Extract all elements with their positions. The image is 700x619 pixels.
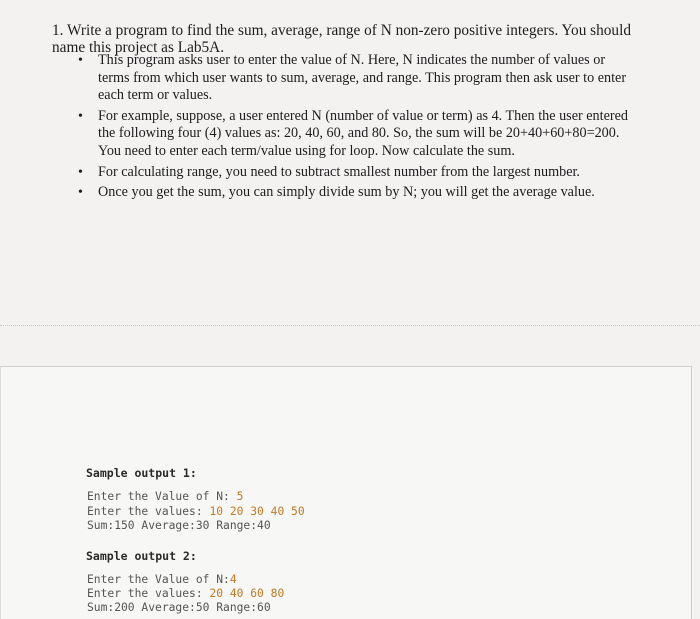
requirement-text: Once you get the sum, you can simply divide sum by N; you will get the average value. <box>98 184 595 201</box>
sample-output-1-line-1 <box>87 490 243 503</box>
input-value: 20 40 60 80 <box>209 587 285 600</box>
bullet-icon: • <box>78 164 83 180</box>
prompt-text: Enter the values: <box>87 505 210 518</box>
list-item <box>78 108 638 161</box>
list-item <box>78 52 638 105</box>
input-value: 5 <box>236 490 244 503</box>
prompt-text: Enter the Value of N: <box>87 490 237 503</box>
sample-output-2-line-1 <box>87 573 237 586</box>
sample-output-2-heading: Sample output 2: <box>86 549 197 563</box>
sample-output-2-line-2 <box>87 587 284 600</box>
requirement-text: For calculating range, you need to subtract smallest number from the largest number. <box>98 163 580 180</box>
sample-output-2-result: Sum:200 Average:50 Range:60 <box>87 601 271 614</box>
bullet-icon: • <box>78 53 83 68</box>
prompt-text: Enter the values: <box>87 587 210 600</box>
sample-output-1-line-2 <box>87 505 305 518</box>
requirement-text: For example, suppose, a user entered N (number of value or term) as 4. Then the user entered the following four (4) values as: 20, 40, 60, and 80. So, the sum will be 20+40+60+80=200. You need to enter each term/value using for loop. Now calculate the sum. <box>98 107 629 159</box>
section-divider <box>0 325 700 326</box>
requirements-list <box>78 52 638 205</box>
list-item <box>78 184 638 202</box>
list-item <box>78 164 638 182</box>
sample-output-1-heading: Sample output 1: <box>86 466 197 480</box>
input-value: 10 20 30 40 50 <box>209 505 305 518</box>
prompt-text: Enter the Value of N: <box>87 573 230 586</box>
requirement-text: This program asks user to enter the value of N. Here, N indicates the number of values or terms from which user wants to sum, average, and range. This program then ask user to enter each term or values. <box>98 52 627 104</box>
input-value: 4 <box>229 573 237 586</box>
bullet-icon: • <box>78 108 83 124</box>
bullet-icon: • <box>78 185 83 201</box>
sample-output-1-result: Sum:150 Average:30 Range:40 <box>87 519 271 532</box>
question-document <box>0 0 700 290</box>
question-title: 1. Write a program to find the sum, average, range of N non-zero positive integers. You should name this project as Lab5A. <box>52 22 631 56</box>
